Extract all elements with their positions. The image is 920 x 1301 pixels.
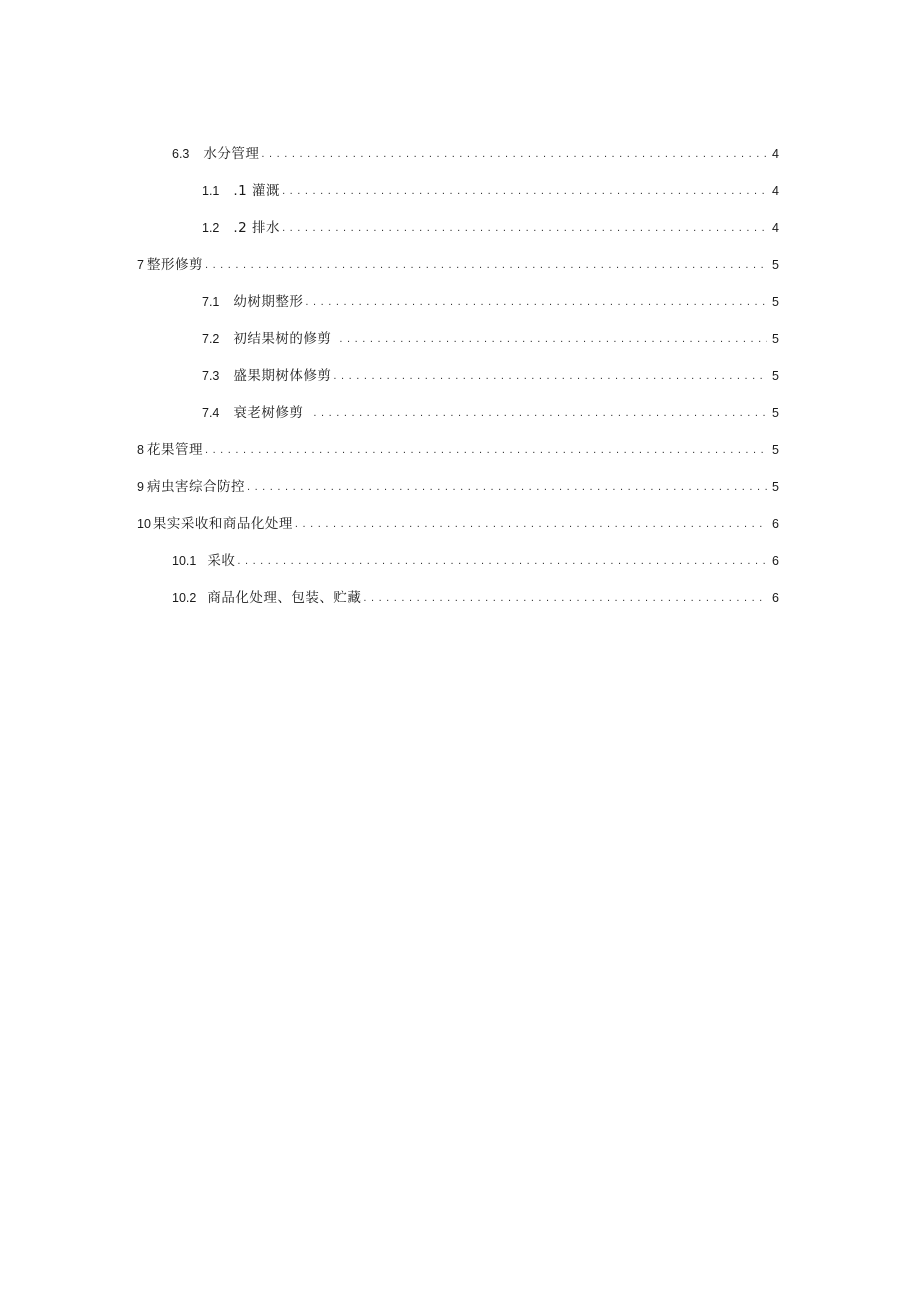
toc-entry-title: 采收 — [207, 553, 236, 569]
toc-dot-leader — [205, 440, 767, 460]
toc-entry-6-3[interactable] — [172, 144, 779, 164]
toc-entry-page: 5 — [772, 406, 779, 420]
toc-entry-title: 衰老树修剪 — [233, 405, 304, 421]
toc-dot-leader — [282, 218, 767, 238]
toc-dot-leader — [333, 366, 767, 386]
toc-entry-title: 初结果树的修剪 — [233, 331, 332, 347]
toc-entry-10-1[interactable] — [172, 551, 779, 571]
toc-entry-7[interactable] — [137, 255, 779, 275]
toc-entry-number: 8 — [137, 443, 144, 457]
toc-entry-title: 整形修剪 — [146, 257, 203, 273]
toc-entry-title: 果实采收和商品化处理 — [152, 516, 293, 532]
toc-entry-page: 4 — [772, 221, 779, 235]
toc-entry-8[interactable] — [137, 440, 779, 460]
toc-entry-page: 6 — [772, 554, 779, 568]
toc-entry-page: 5 — [772, 443, 779, 457]
toc-entry-1-1[interactable] — [202, 181, 779, 201]
toc-entry-7-1[interactable] — [202, 292, 779, 312]
toc-entry-title: 病虫害综合防控 — [146, 479, 245, 495]
toc-entry-number: 10 — [137, 517, 151, 531]
toc-entry-number: 7 — [137, 258, 144, 272]
toc-entry-title: .1 灌溉 — [233, 183, 281, 199]
toc-entry-7-2[interactable] — [202, 329, 779, 349]
toc-entry-number: 10.2 — [172, 591, 197, 605]
toc-entry-10-2[interactable] — [172, 588, 779, 608]
toc-entry-page: 6 — [772, 591, 779, 605]
toc-entry-page: 5 — [772, 295, 779, 309]
toc-dot-leader — [305, 292, 767, 312]
toc-entry-page: 6 — [772, 517, 779, 531]
toc-dot-leader — [247, 477, 767, 497]
toc-dot-leader — [261, 144, 767, 164]
toc-entry-title: 商品化处理、包装、贮藏 — [207, 590, 362, 606]
toc-entry-10[interactable] — [137, 514, 779, 534]
toc-entry-title: 盛果期树体修剪 — [233, 368, 332, 384]
toc-entry-title: .2 排水 — [233, 220, 281, 236]
toc-entry-number: 7.1 — [202, 295, 220, 309]
toc-dot-leader — [237, 551, 767, 571]
toc-dot-leader — [205, 255, 767, 275]
toc-entry-title: 幼树期整形 — [233, 294, 304, 310]
toc-entry-title: 花果管理 — [146, 442, 203, 458]
toc-entry-number: 9 — [137, 480, 144, 494]
toc-entry-number: 6.3 — [172, 147, 190, 161]
toc-entry-page: 4 — [772, 147, 779, 161]
toc-entry-page: 5 — [772, 480, 779, 494]
toc-entry-number: 7.2 — [202, 332, 220, 346]
toc-dot-leader — [339, 329, 767, 349]
toc-entry-title: 水分管理 — [203, 146, 260, 162]
toc-entry-page: 4 — [772, 184, 779, 198]
toc-entry-number: 1.1 — [202, 184, 220, 198]
toc-dot-leader — [363, 588, 767, 608]
toc-entry-page: 5 — [772, 369, 779, 383]
toc-dot-leader — [282, 181, 767, 201]
toc-entry-page: 5 — [772, 332, 779, 346]
toc-entry-7-4[interactable] — [202, 403, 779, 423]
toc-entry-9[interactable] — [137, 477, 779, 497]
toc-dot-leader — [313, 403, 767, 423]
toc-entry-number: 7.4 — [202, 406, 220, 420]
toc-dot-leader — [295, 514, 767, 534]
toc-entry-number: 10.1 — [172, 554, 197, 568]
toc-entry-7-3[interactable] — [202, 366, 779, 386]
toc-entry-number: 1.2 — [202, 221, 220, 235]
toc-entry-page: 5 — [772, 258, 779, 272]
toc-entry-1-2[interactable] — [202, 218, 779, 238]
toc-entry-number: 7.3 — [202, 369, 220, 383]
